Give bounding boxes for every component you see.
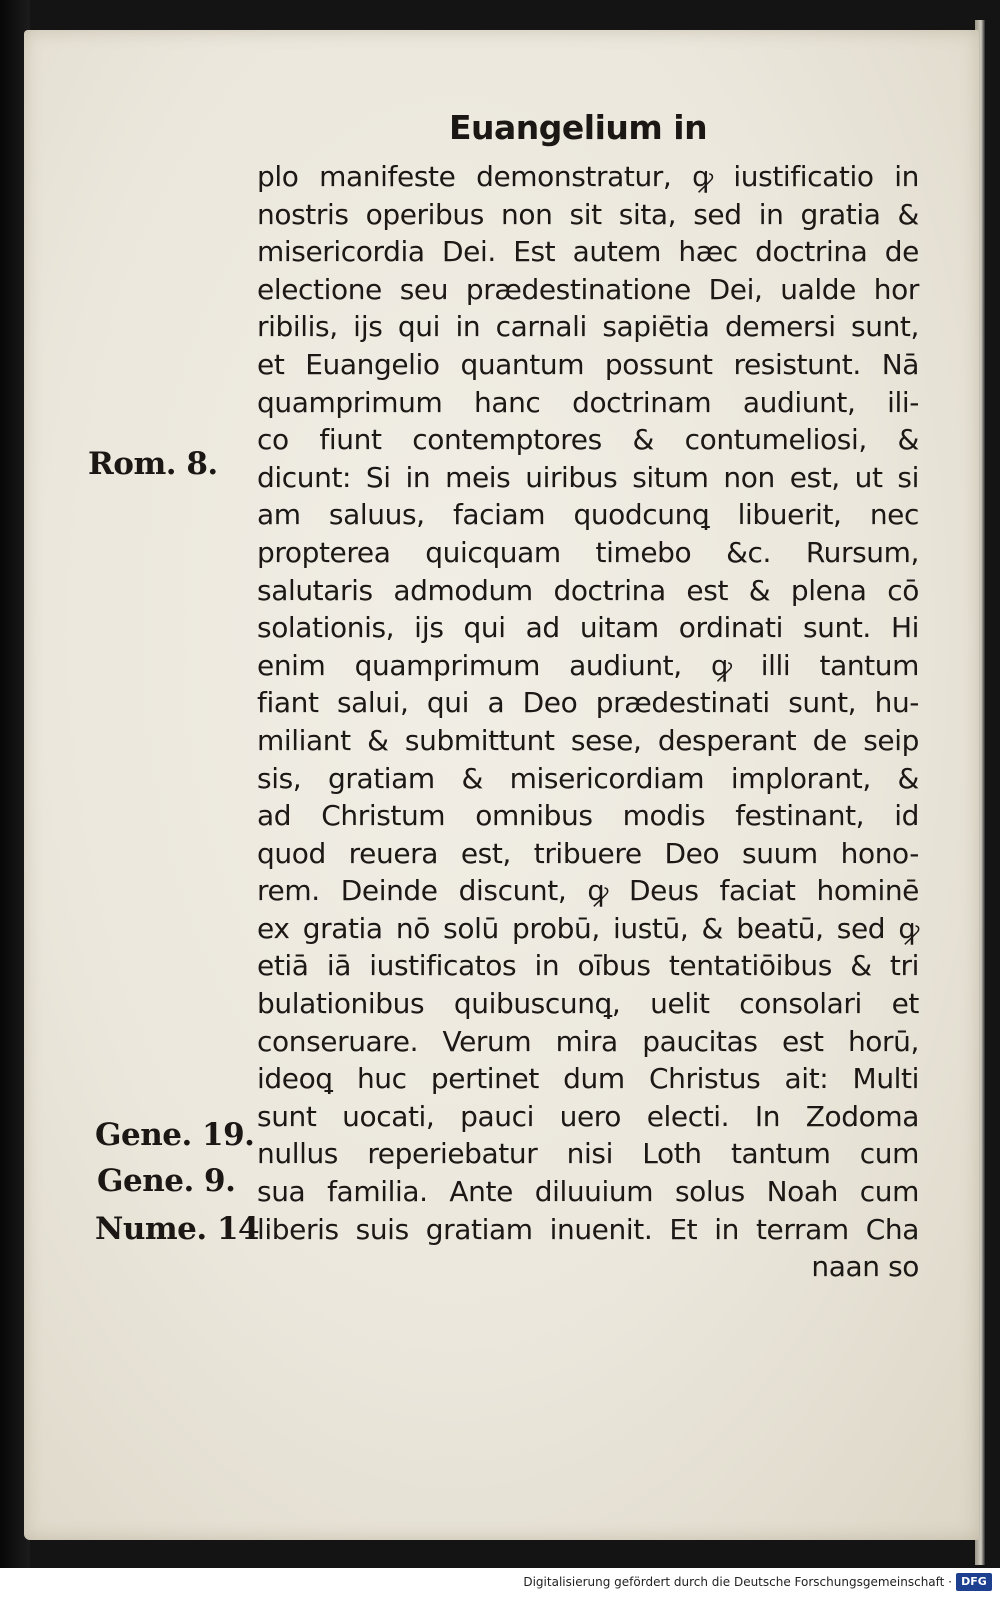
text-line: salutaris admodum doctrina est & plena cō [257, 573, 919, 607]
text-line: dicunt: Si in meis uiribus situm non est, ut si [257, 460, 919, 494]
text-line: electione seu prædestinatione Dei, ualde hor [257, 272, 919, 306]
text-line: fiant salui, qui a Deo prædestinati sunt, hu- [257, 686, 919, 720]
text-line: ideoꝗ huc pertinet dum Christus ait: Multi [257, 1062, 919, 1096]
margin-note-nume-14: Nume. 14 [95, 1211, 260, 1247]
text-line: rem. Deinde discunt, ꝙ Deus faciat hominē [257, 874, 919, 908]
dfg-logo: DFG [956, 1573, 992, 1591]
text-line: enim quamprimum audiunt, ꝙ illi tantum [257, 648, 919, 682]
text-line: misericordia Dei. Est autem hæc doctrina de [257, 235, 919, 269]
text-line: quod reuera est, tribuere Deo suum hono- [257, 836, 919, 870]
text-line: sis, gratiam & misericordiam implorant, & [257, 761, 919, 795]
text-line: am saluus, faciam quodcunꝗ libuerit, nec [257, 498, 919, 532]
funding-credit: Digitalisierung gefördert durch die Deutsche Forschungsgemeinschaft · [523, 1575, 952, 1589]
margin-note-rom: Rom. 8. [88, 446, 218, 482]
text-line: sunt uocati, pauci uero electi. In Zodoma [257, 1099, 919, 1133]
text-line: ex gratia nō solū probū, iustū, & beatū, sed ꝙ [257, 911, 919, 945]
margin-note-gene-9: Gene. 9. [97, 1163, 236, 1199]
text-line: plo manifeste demonstratur, ꝙ iustificatio in [257, 160, 919, 193]
margin-note-gene-19: Gene. 19. [95, 1117, 255, 1153]
text-line: bulationibus quibuscunꝗ, uelit consolari et [257, 987, 919, 1021]
text-line: co fiunt contemptores & contumeliosi, & [257, 423, 919, 457]
text-line: miliant & submittunt sese, desperant de seip [257, 723, 919, 757]
text-line: propterea quicquam timebo &c. Rursum, [257, 535, 919, 569]
text-line: nostris operibus non sit sita, sed in gratia & [257, 197, 919, 231]
text-line: et Euangelio quantum possunt resistunt. Nā [257, 347, 919, 381]
digitization-footer [0, 1568, 1000, 1599]
text-line: etiā iā iustificatos in oībus tentatiōibus & tri [257, 949, 919, 983]
text-line: conseruare. Verum mira paucitas est horū, [257, 1024, 919, 1058]
text-line: nullus reperiebatur nisi Loth tantum cum [257, 1137, 919, 1171]
text-line: ribilis, ĳs qui in carnali sapiētia demersi sunt, [257, 310, 919, 344]
text-line: sua familia. Ante diluuium solus Noah cum [257, 1175, 919, 1209]
text-line: ad Christum omnibus modis festinant, id [257, 799, 919, 833]
text-line: liberis suis gratiam inuenit. Et in terram Cha [257, 1212, 919, 1246]
main-text-block [257, 158, 919, 1286]
running-head: Euangelium in [449, 108, 708, 147]
text-line: quamprimum hanc doctrinam audiunt, ili- [257, 385, 919, 419]
text-line: naan so [811, 1250, 919, 1284]
text-line: solationis, ĳs qui ad uitam ordinati sunt. Hi [257, 611, 919, 645]
